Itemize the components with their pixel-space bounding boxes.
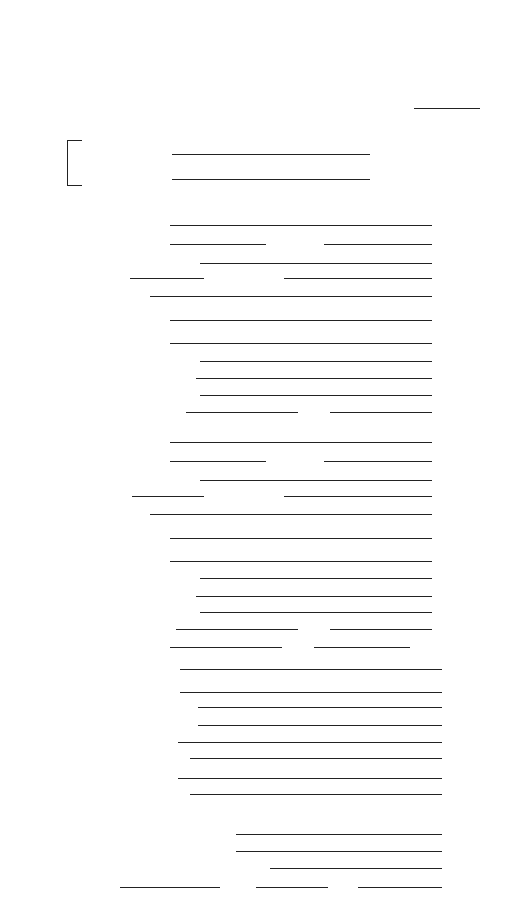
side-note <box>70 330 84 750</box>
